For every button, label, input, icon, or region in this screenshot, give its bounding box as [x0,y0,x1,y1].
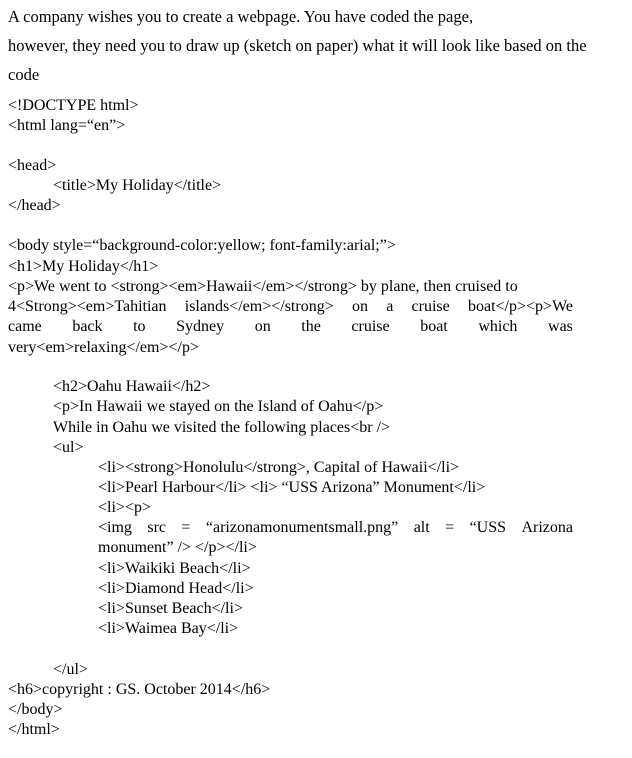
code-word: <img [98,519,132,536]
code-word: on [351,298,368,315]
code-line-body-close: </body> [8,701,63,718]
code-word: which [478,318,518,335]
code-word: Sydney [176,318,225,335]
code-line-h6: <h6>copyright : GS. October 2014</h6> [8,681,271,698]
code-line-ul-close: </ul> [53,661,88,678]
code-line-while: While in Oahu we visited the following places<br /> [53,419,391,436]
code-line-li-diamond-head: <li>Diamond Head</li> [98,580,254,597]
code-line-paragraph-oahu: <p>In Hawaii we stayed on the Island of Oahu</p> [53,398,384,415]
code-line-img-continued: monument” /> </p></li> [98,539,257,556]
code-line-h2: <h2>Oahu Hawaii</h2> [53,378,211,395]
code-word: was [548,318,573,335]
code-word: boat [420,318,448,335]
code-line-h1: <h1>My Holiday</h1> [8,258,159,275]
code-word: 4<Strong><em>Tahitian [8,298,167,315]
code-line-paragraph-4: very<em>relaxing</em></p> [8,339,199,356]
code-line-li-sunset-beach: <li>Sunset Beach</li> [98,600,243,617]
code-line-html-close: </html> [8,721,60,738]
code-line-ul-open: <ul> [53,439,84,456]
code-line-li-p: <li><p> [98,499,151,516]
instructions-line: code [8,65,40,84]
code-line-img [98,518,573,538]
code-line-li-waimea-bay: <li>Waimea Bay</li> [98,620,239,637]
code-line-head-close: </head> [8,197,61,214]
code-word: = [445,519,455,536]
code-word: Arizona [521,519,573,536]
instructions-line: A company wishes you to create a webpage. You have coded the page, [8,7,474,26]
code-word: src [147,519,166,536]
code-word: to [133,318,146,335]
task-instructions [8,2,624,84]
code-line-paragraph-3 [8,317,573,337]
code-line-li-pearl-harbour: <li>Pearl Harbour</li> <li> “USS Arizona” Monument</li> [98,479,486,496]
code-line-li-waikiki: <li>Waikiki Beach</li> [98,560,251,577]
code-word: “USS [469,519,507,536]
code-word: islands</em></strong> [184,298,334,315]
code-word: boat</p><p>We [467,298,573,315]
code-line-html-open: <html lang=“en”> [8,117,126,134]
code-word: the [301,318,321,335]
code-word: back [72,318,103,335]
code-word: alt [413,519,430,536]
code-word: = [181,519,191,536]
code-word: came [8,318,42,335]
code-line-body-open: <body style=“background-color:yellow; font-family:arial;”> [8,237,396,254]
code-line-li-honolulu: <li><strong>Honolulu</strong>, Capital of Hawaii</li> [98,459,460,476]
code-line-paragraph-2 [8,297,573,317]
code-line-paragraph-1: <p>We went to <strong><em>Hawaii</em></strong> by plane, then cruised to [8,278,518,295]
code-word: cruise [351,318,390,335]
code-line-title: <title>My Holiday</title> [53,177,222,194]
code-word: on [254,318,271,335]
code-word: cruise [411,298,450,315]
code-word: a [386,298,394,315]
code-word: “arizonamonumentsmall.png” [205,519,399,536]
code-line-doctype: <!DOCTYPE html> [8,97,139,114]
instructions-line: however, they need you to draw up (sketch on paper) what it will look like based on the [8,36,587,55]
code-line-head-open: <head> [8,157,57,174]
